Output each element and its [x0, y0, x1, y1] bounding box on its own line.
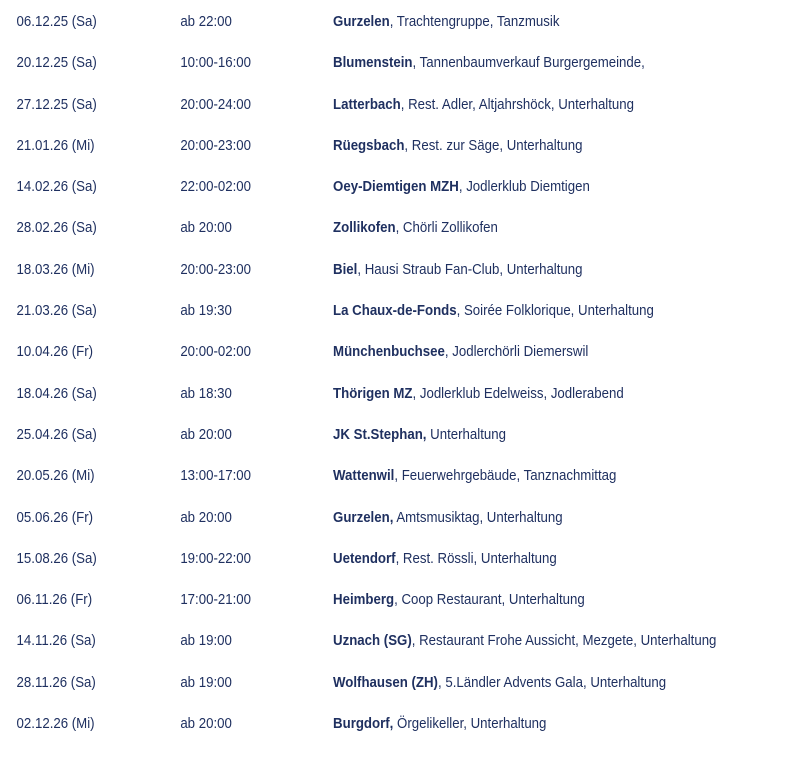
event-place: Wolfhausen (ZH) — [333, 674, 438, 691]
event-details: , Hausi Straub Fan-Club, Unterhaltung — [357, 261, 583, 278]
event-description — [333, 549, 557, 569]
event-date: 05.06.26 (Fr) — [16, 509, 94, 526]
event-details: , Chörli Zollikofen — [395, 220, 498, 237]
event-time: ab 20:00 — [180, 220, 232, 237]
event-description — [333, 384, 624, 404]
event-description — [333, 53, 645, 73]
event-date: 27.12.25 (Sa) — [16, 96, 97, 113]
event-time: ab 20:00 — [180, 716, 232, 733]
event-row — [0, 590, 727, 631]
event-date: 28.02.26 (Sa) — [16, 220, 97, 237]
event-row — [0, 301, 727, 342]
event-date: 18.04.26 (Sa) — [16, 385, 97, 402]
event-row — [0, 384, 727, 425]
event-details: Unterhaltung — [426, 426, 506, 443]
event-date: 20.12.25 (Sa) — [16, 55, 97, 72]
event-time: ab 19:30 — [180, 303, 232, 320]
event-description — [333, 218, 498, 238]
event-place: Rüegsbach — [333, 137, 405, 154]
event-time: 20:00-23:00 — [180, 137, 252, 154]
event-time: 20:00-23:00 — [180, 261, 252, 278]
event-row — [0, 218, 727, 259]
event-time: 17:00-21:00 — [180, 592, 252, 609]
event-time: ab 18:30 — [180, 385, 232, 402]
event-details: , Feuerwehrgebäude, Tanznachmittag — [394, 468, 617, 485]
event-row — [0, 631, 727, 672]
event-description — [333, 425, 506, 445]
event-description — [333, 714, 546, 734]
event-place: JK St.Stephan, — [333, 426, 427, 443]
event-time: 13:00-17:00 — [180, 468, 252, 485]
event-place: Uznach (SG) — [333, 633, 412, 650]
event-row — [0, 177, 727, 218]
event-details: Amtsmusiktag, Unterhaltung — [393, 509, 563, 526]
event-place: La Chaux-de-Fonds — [333, 303, 457, 320]
event-time: ab 22:00 — [180, 14, 232, 30]
event-details: , Trachtengruppe, Tanzmusik — [389, 14, 560, 30]
event-date: 06.12.25 (Sa) — [16, 14, 97, 30]
event-time: 20:00-24:00 — [180, 96, 252, 113]
event-description — [333, 342, 588, 362]
event-date: 21.03.26 (Sa) — [16, 303, 97, 320]
event-row — [0, 342, 727, 383]
event-row — [0, 466, 727, 507]
event-row — [0, 714, 727, 755]
event-row — [0, 95, 727, 136]
event-description — [333, 466, 616, 486]
event-row — [0, 53, 727, 94]
event-description — [333, 301, 654, 321]
event-place: Münchenbuchsee — [333, 344, 445, 361]
event-place: Oey-Diemtigen MZH — [333, 179, 459, 196]
event-details: , Jodlerklub Diemtigen — [458, 179, 590, 196]
event-date: 18.03.26 (Mi) — [16, 261, 95, 278]
event-place: Uetendorf — [333, 550, 396, 567]
event-time: ab 19:00 — [180, 633, 232, 650]
event-row — [0, 136, 727, 177]
event-time: 22:00-02:00 — [180, 179, 252, 196]
event-place: Burgdorf, — [333, 716, 394, 733]
event-description — [333, 260, 582, 280]
event-description — [333, 631, 716, 651]
event-time: 19:00-22:00 — [180, 550, 252, 567]
event-description — [333, 673, 666, 693]
event-date: 14.11.26 (Sa) — [16, 633, 96, 650]
event-row — [0, 673, 727, 714]
event-details: , Restaurant Frohe Aussicht, Mezgete, Unterhaltung — [411, 633, 717, 650]
event-place: Wattenwil — [333, 468, 395, 485]
event-place: Gurzelen — [333, 14, 390, 30]
event-date: 10.04.26 (Fr) — [16, 344, 94, 361]
event-time: 10:00-16:00 — [180, 55, 252, 72]
event-description — [333, 508, 563, 528]
event-description — [333, 12, 559, 32]
event-place: Zollikofen — [333, 220, 396, 237]
event-date: 20.05.26 (Mi) — [16, 468, 95, 485]
event-details: , Tannenbaumverkauf Burgergemeinde, — [412, 55, 645, 72]
event-date: 25.04.26 (Sa) — [16, 426, 97, 443]
event-description — [333, 136, 582, 156]
event-row — [0, 12, 727, 53]
event-details: , Jodlerklub Edelweiss, Jodlerabend — [412, 385, 624, 402]
event-place: Thörigen MZ — [333, 385, 413, 402]
event-row — [0, 549, 727, 590]
event-place: Heimberg — [333, 592, 395, 609]
event-date: 14.02.26 (Sa) — [16, 179, 97, 196]
event-row — [0, 425, 727, 466]
event-details: Örgelikeller, Unterhaltung — [393, 716, 547, 733]
event-details: , Coop Restaurant, Unterhaltung — [394, 592, 585, 609]
event-description — [333, 95, 634, 115]
event-date: 06.11.26 (Fr) — [16, 592, 93, 609]
event-details: , Rest. Adler, Altjahrshöck, Unterhaltung — [400, 96, 635, 113]
event-details: , Rest. Rössli, Unterhaltung — [395, 550, 557, 567]
event-date: 15.08.26 (Sa) — [16, 550, 97, 567]
event-details: , Rest. zur Säge, Unterhaltung — [404, 137, 583, 154]
event-description — [333, 590, 585, 610]
event-date: 28.11.26 (Sa) — [16, 674, 96, 691]
event-time: 20:00-02:00 — [180, 344, 252, 361]
event-place: Latterbach — [333, 96, 401, 113]
event-time: ab 19:00 — [180, 674, 232, 691]
event-time: ab 20:00 — [180, 426, 232, 443]
event-details: , Jodlerchörli Diemerswil — [444, 344, 589, 361]
event-row — [0, 508, 727, 549]
event-row — [0, 260, 727, 301]
event-place: Gurzelen, — [333, 509, 394, 526]
event-time: ab 20:00 — [180, 509, 232, 526]
event-details: , Soirée Folklorique, Unterhaltung — [456, 303, 654, 320]
event-date: 02.12.26 (Mi) — [16, 716, 95, 733]
event-details: , 5.Ländler Advents Gala, Unterhaltung — [437, 674, 667, 691]
event-date: 21.01.26 (Mi) — [16, 137, 95, 154]
event-description — [333, 177, 590, 197]
event-place: Biel — [333, 261, 358, 278]
event-place: Blumenstein — [333, 55, 413, 72]
